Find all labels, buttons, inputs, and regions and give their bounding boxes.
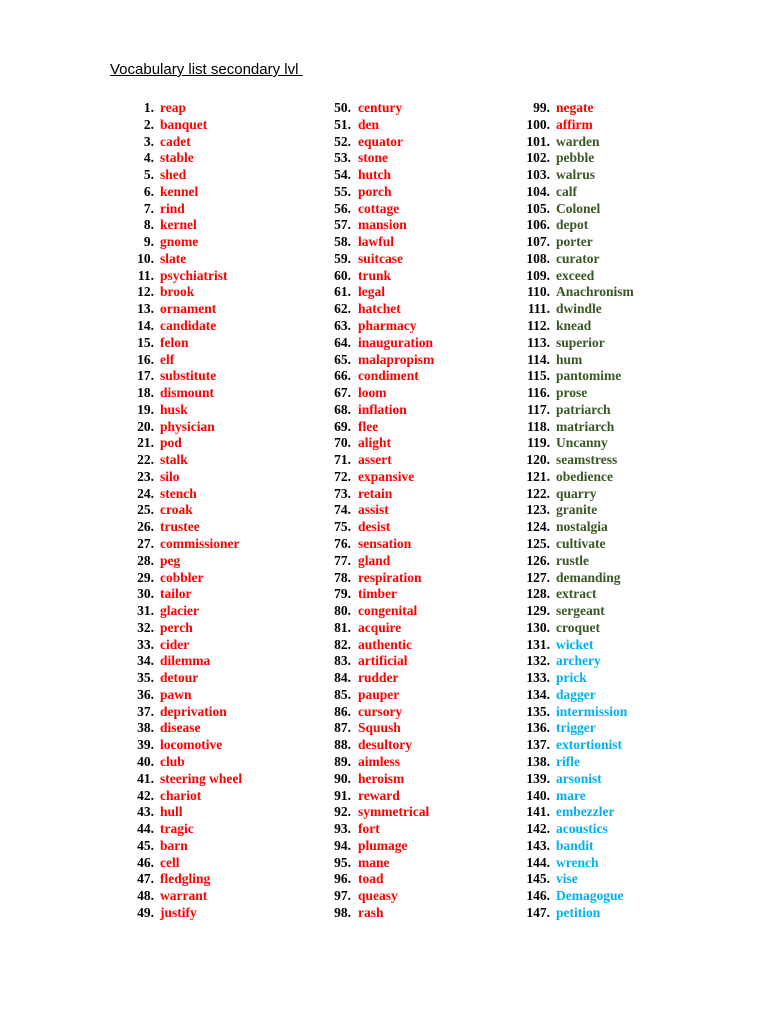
vocabulary-word: husk: [160, 401, 188, 417]
vocabulary-word: suitcase: [358, 250, 403, 266]
item-number: 145.: [526, 871, 550, 887]
vocabulary-word: physician: [160, 418, 215, 434]
vocabulary-word: hatchet: [358, 301, 401, 317]
item-number: 86.: [334, 703, 351, 719]
vocabulary-word: kernel: [160, 217, 197, 233]
item-number: 13.: [137, 301, 154, 317]
item-number: 49.: [137, 904, 154, 920]
vocabulary-word: flee: [358, 418, 379, 434]
item-number: 135.: [526, 703, 550, 719]
item-number: 72.: [334, 468, 351, 484]
item-number: 20.: [137, 418, 154, 434]
vocabulary-word: cell: [160, 854, 180, 870]
item-number: 107.: [526, 234, 550, 250]
vocabulary-word: pantomime: [556, 368, 622, 384]
vocabulary-word: assist: [358, 502, 389, 518]
vocabulary-word: psychiatrist: [160, 267, 228, 283]
vocabulary-word: timber: [358, 586, 397, 602]
vocabulary-word: superior: [556, 334, 605, 350]
item-number: 48.: [137, 888, 154, 904]
vocabulary-word: intermission: [556, 703, 628, 719]
vocabulary-word: heroism: [358, 770, 405, 786]
item-number: 40.: [137, 754, 154, 770]
vocabulary-word: acoustics: [556, 821, 608, 837]
vocabulary-word: sergeant: [556, 603, 605, 619]
item-number: 77.: [334, 552, 351, 568]
item-number: 125.: [526, 536, 550, 552]
vocabulary-word: condiment: [358, 368, 419, 384]
vocabulary-word: trunk: [358, 267, 392, 283]
vocabulary-word: exceed: [556, 267, 595, 283]
vocabulary-word: felon: [160, 334, 189, 350]
vocabulary-word: negate: [556, 100, 594, 115]
item-number: 104.: [526, 183, 550, 199]
item-number: 11.: [137, 267, 154, 283]
vocabulary-word: desultory: [358, 737, 412, 753]
vocabulary-word: brook: [160, 284, 195, 300]
vocabulary-word: commissioner: [160, 536, 240, 552]
vocabulary-word: rash: [358, 904, 384, 920]
vocabulary-word: disease: [160, 720, 201, 736]
vocabulary-word: mare: [556, 787, 586, 803]
item-number: 127.: [526, 569, 550, 585]
item-number: 25.: [137, 502, 154, 518]
vocabulary-word: reap: [160, 100, 186, 115]
vocabulary-word: queasy: [358, 888, 398, 904]
item-number: 23.: [137, 468, 154, 484]
item-number: 43.: [137, 804, 154, 820]
vocabulary-word: symmetrical: [358, 804, 430, 820]
vocabulary-word: steering wheel: [160, 770, 243, 786]
vocabulary-word: rifle: [556, 754, 580, 770]
item-number: 4.: [143, 150, 154, 166]
vocabulary-word: desist: [358, 519, 391, 535]
item-number: 21.: [137, 435, 154, 451]
vocabulary-word: walrus: [556, 167, 596, 183]
vocabulary-word: pauper: [358, 686, 400, 702]
vocabulary-word: dilemma: [160, 653, 211, 669]
item-number: 132.: [526, 653, 550, 669]
item-number: 99.: [533, 100, 550, 115]
vocabulary-word: nostalgia: [556, 519, 608, 535]
item-number: 98.: [334, 904, 351, 920]
vocabulary-word: artificial: [358, 653, 408, 669]
item-number: 122.: [526, 485, 550, 501]
vocabulary-word: substitute: [160, 368, 217, 384]
vocabulary-word: stone: [358, 150, 388, 166]
vocabulary-word: acquire: [358, 619, 402, 635]
vocabulary-word: stable: [160, 150, 194, 166]
vocabulary-word: hull: [160, 804, 183, 820]
vocabulary-word: tragic: [160, 821, 194, 837]
vocabulary-word: warrant: [160, 888, 208, 904]
item-number: 87.: [334, 720, 351, 736]
item-number: 146.: [526, 888, 550, 904]
vocabulary-word: club: [160, 754, 185, 770]
item-number: 38.: [137, 720, 154, 736]
vocabulary-word: tailor: [160, 586, 192, 602]
item-number: 142.: [526, 821, 550, 837]
vocabulary-word: cultivate: [556, 536, 606, 552]
vocabulary-word: vise: [556, 871, 578, 887]
item-number: 110.: [527, 284, 550, 300]
vocabulary-word: quarry: [556, 485, 597, 501]
item-number: 53.: [334, 150, 351, 166]
vocabulary-word: rustle: [556, 552, 589, 568]
vocabulary-word: banquet: [160, 116, 208, 132]
vocabulary-word: shed: [160, 167, 187, 183]
item-number: 31.: [137, 603, 154, 619]
item-number: 59.: [334, 250, 351, 266]
vocabulary-word: embezzler: [556, 804, 615, 820]
item-number: 2.: [143, 116, 154, 132]
item-number: 58.: [334, 234, 351, 250]
item-number: 124.: [526, 519, 550, 535]
item-number: 143.: [526, 837, 550, 853]
vocabulary-word: gnome: [160, 234, 199, 250]
vocabulary-word: pawn: [160, 686, 192, 702]
vocabulary-word: mansion: [358, 217, 407, 233]
item-number: 51.: [334, 116, 351, 132]
item-number: 74.: [334, 502, 351, 518]
item-number: 14.: [137, 318, 154, 333]
item-number: 93.: [334, 821, 351, 837]
item-number: 114.: [527, 351, 550, 367]
vocabulary-word: aimless: [358, 754, 400, 770]
vocabulary-word: cottage: [358, 200, 400, 216]
item-number: 83.: [334, 653, 351, 669]
item-number: 62.: [334, 301, 351, 317]
item-number: 7.: [143, 200, 154, 216]
item-number: 96.: [334, 871, 351, 887]
item-number: 129.: [526, 603, 550, 619]
item-number: 28.: [137, 552, 154, 568]
vocabulary-word: obedience: [556, 468, 613, 484]
vocabulary-word: Anachronism: [556, 284, 634, 300]
vocabulary-word: inauguration: [358, 334, 434, 350]
item-number: 12.: [137, 284, 154, 300]
vocabulary-word: knead: [556, 318, 592, 333]
item-number: 91.: [334, 787, 351, 803]
item-number: 118.: [527, 418, 550, 434]
vocabulary-word: cadet: [160, 133, 191, 149]
item-number: 33.: [137, 636, 154, 652]
vocabulary-word: perch: [160, 619, 193, 635]
vocabulary-word: peg: [160, 552, 181, 568]
item-number: 32.: [137, 619, 154, 635]
item-number: 130.: [526, 619, 550, 635]
vocabulary-word: seamstress: [556, 452, 618, 468]
vocabulary-word: Uncanny: [556, 435, 608, 451]
item-number: 22.: [137, 452, 154, 468]
item-number: 126.: [526, 552, 550, 568]
item-number: 73.: [334, 485, 351, 501]
vocabulary-word: inflation: [358, 401, 407, 417]
item-number: 45.: [137, 837, 154, 853]
item-number: 80.: [334, 603, 351, 619]
page-title: Vocabulary list secondary lvl: [110, 61, 303, 78]
item-number: 116.: [527, 385, 550, 401]
vocabulary-word: equator: [358, 133, 403, 149]
item-number: 55.: [334, 183, 351, 199]
item-number: 109.: [526, 267, 550, 283]
vocabulary-word: extortionist: [556, 737, 622, 753]
item-number: 133.: [526, 670, 550, 686]
item-number: 24.: [137, 485, 154, 501]
item-number: 63.: [334, 318, 351, 333]
item-number: 67.: [334, 385, 351, 401]
vocabulary-word: wicket: [556, 636, 594, 652]
item-number: 41.: [137, 770, 154, 786]
vocabulary-word: gland: [358, 552, 391, 568]
vocabulary-word: curator: [556, 250, 600, 266]
vocabulary-word: fledgling: [160, 871, 211, 887]
item-number: 101.: [526, 133, 550, 149]
vocabulary-word: rudder: [358, 670, 399, 686]
vocabulary-word: glacier: [160, 603, 199, 619]
vocabulary-word: cobbler: [160, 569, 204, 585]
item-number: 1.: [143, 100, 154, 115]
vocabulary-word: lawful: [358, 234, 395, 250]
vocabulary-word: petition: [556, 904, 601, 920]
item-number: 102.: [526, 150, 550, 166]
item-number: 115.: [527, 368, 550, 384]
vocabulary-word: hum: [556, 351, 583, 367]
item-number: 68.: [334, 401, 351, 417]
vocabulary-word: cider: [160, 636, 190, 652]
vocabulary-word: barn: [160, 837, 188, 853]
item-number: 19.: [137, 401, 154, 417]
item-number: 81.: [334, 619, 351, 635]
vocabulary-word: plumage: [358, 837, 408, 853]
vocabulary-word: locomotive: [160, 737, 223, 753]
item-number: 35.: [137, 670, 154, 686]
item-number: 136.: [526, 720, 550, 736]
vocabulary-word: sensation: [358, 536, 412, 552]
vocabulary-word: mane: [358, 854, 390, 870]
vocabulary-word: den: [358, 116, 380, 132]
item-number: 37.: [137, 703, 154, 719]
item-number: 94.: [334, 837, 351, 853]
item-number: 46.: [137, 854, 154, 870]
vocabulary-word: stalk: [160, 452, 188, 468]
item-number: 47.: [137, 871, 154, 887]
item-number: 100.: [526, 116, 550, 132]
vocabulary-word: granite: [556, 502, 598, 518]
vocabulary-word: archery: [556, 653, 601, 669]
item-number: 112.: [527, 318, 550, 333]
item-number: 140.: [526, 787, 550, 803]
item-number: 65.: [334, 351, 351, 367]
vocabulary-word: affirm: [556, 116, 593, 132]
vocabulary-word: croquet: [556, 619, 600, 635]
item-number: 75.: [334, 519, 351, 535]
item-number: 9.: [143, 234, 154, 250]
item-number: 8.: [143, 217, 154, 233]
vocabulary-word: stench: [160, 485, 197, 501]
item-number: 123.: [526, 502, 550, 518]
vocabulary-word: ornament: [160, 301, 217, 317]
item-number: 16.: [137, 351, 154, 367]
item-number: 113.: [527, 334, 550, 350]
item-number: 138.: [526, 754, 550, 770]
vocabulary-word: trigger: [556, 720, 596, 736]
vocabulary-word: fort: [358, 821, 380, 837]
vocabulary-word: kennel: [160, 183, 199, 199]
vocabulary-word: prose: [556, 385, 588, 401]
item-number: 106.: [526, 217, 550, 233]
vocabulary-word: warden: [556, 133, 600, 149]
vocabulary-word: congenital: [358, 603, 418, 619]
item-number: 71.: [334, 452, 351, 468]
vocabulary-word: silo: [160, 468, 180, 484]
item-number: 42.: [137, 787, 154, 803]
item-number: 54.: [334, 167, 351, 183]
item-number: 36.: [137, 686, 154, 702]
vocabulary-word: authentic: [358, 636, 412, 652]
item-number: 52.: [334, 133, 351, 149]
item-number: 119.: [527, 435, 550, 451]
item-number: 17.: [137, 368, 154, 384]
item-number: 85.: [334, 686, 351, 702]
vocabulary-word: century: [358, 100, 403, 115]
item-number: 137.: [526, 737, 550, 753]
vocabulary-word: extract: [556, 586, 597, 602]
item-number: 29.: [137, 569, 154, 585]
vocabulary-word: dismount: [160, 385, 215, 401]
vocabulary-word: chariot: [160, 787, 202, 803]
vocabulary-word: prick: [556, 670, 587, 686]
item-number: 34.: [137, 653, 154, 669]
item-number: 121.: [526, 468, 550, 484]
vocabulary-word: rind: [160, 200, 185, 216]
item-number: 108.: [526, 250, 550, 266]
item-number: 56.: [334, 200, 351, 216]
item-number: 92.: [334, 804, 351, 820]
item-number: 84.: [334, 670, 351, 686]
vocabulary-word: matriarch: [556, 418, 615, 434]
vocabulary-word: elf: [160, 351, 175, 367]
item-number: 79.: [334, 586, 351, 602]
item-number: 66.: [334, 368, 351, 384]
vocabulary-word: retain: [358, 485, 393, 501]
item-number: 103.: [526, 167, 550, 183]
vocabulary-word: toad: [358, 871, 384, 887]
item-number: 30.: [137, 586, 154, 602]
item-number: 39.: [137, 737, 154, 753]
item-number: 61.: [334, 284, 351, 300]
vocabulary-word: hutch: [358, 167, 392, 183]
vocabulary-word: Squush: [358, 720, 401, 736]
vocabulary-word: alight: [358, 435, 392, 451]
vocabulary-word: cursory: [358, 703, 403, 719]
vocabulary-word: expansive: [358, 468, 415, 484]
vocabulary-word: bandit: [556, 837, 594, 853]
vocabulary-word: assert: [358, 452, 392, 468]
item-number: 78.: [334, 569, 351, 585]
item-number: 18.: [137, 385, 154, 401]
item-number: 131.: [526, 636, 550, 652]
vocabulary-word: arsonist: [556, 770, 602, 786]
vocabulary-word: dwindle: [556, 301, 602, 317]
item-number: 111.: [527, 301, 550, 317]
item-number: 90.: [334, 770, 351, 786]
vocabulary-word: deprivation: [160, 703, 227, 719]
item-number: 70.: [334, 435, 351, 451]
vocabulary-word: Demagogue: [556, 888, 624, 904]
item-number: 134.: [526, 686, 550, 702]
vocabulary-word: detour: [160, 670, 199, 686]
item-number: 97.: [334, 888, 351, 904]
vocabulary-word: porch: [358, 183, 392, 199]
vocabulary-word: slate: [160, 250, 187, 266]
vocabulary-word: trustee: [160, 519, 200, 535]
item-number: 89.: [334, 754, 351, 770]
item-number: 117.: [527, 401, 550, 417]
vocabulary-word: porter: [556, 234, 593, 250]
item-number: 10.: [137, 250, 154, 266]
item-number: 128.: [526, 586, 550, 602]
item-number: 50.: [334, 100, 351, 115]
item-number: 82.: [334, 636, 351, 652]
vocabulary-word: wrench: [556, 854, 599, 870]
vocabulary-word: calf: [556, 183, 577, 199]
vocabulary-word: malapropism: [358, 351, 435, 367]
item-number: 95.: [334, 854, 351, 870]
vocabulary-word: reward: [358, 787, 400, 803]
item-number: 144.: [526, 854, 550, 870]
vocabulary-word: respiration: [358, 569, 422, 585]
vocabulary-word: croak: [160, 502, 193, 518]
vocabulary-word: loom: [358, 385, 387, 401]
item-number: 139.: [526, 770, 550, 786]
item-number: 26.: [137, 519, 154, 535]
item-number: 64.: [334, 334, 351, 350]
item-number: 147.: [526, 904, 550, 920]
vocabulary-word: candidate: [160, 318, 217, 333]
vocabulary-word: patriarch: [556, 401, 611, 417]
item-number: 120.: [526, 452, 550, 468]
vocabulary-word: pod: [160, 435, 182, 451]
item-number: 44.: [137, 821, 154, 837]
vocabulary-word: legal: [358, 284, 385, 300]
item-number: 5.: [143, 167, 154, 183]
item-number: 69.: [334, 418, 351, 434]
vocabulary-word: Colonel: [556, 200, 601, 216]
item-number: 76.: [334, 536, 351, 552]
item-number: 141.: [526, 804, 550, 820]
item-number: 6.: [143, 183, 154, 199]
vocabulary-word: justify: [160, 904, 197, 920]
vocabulary-word: dagger: [556, 686, 596, 702]
vocabulary-word: demanding: [556, 569, 621, 585]
vocabulary-word: pharmacy: [358, 318, 417, 333]
item-number: 15.: [137, 334, 154, 350]
item-number: 88.: [334, 737, 351, 753]
vocabulary-word: pebble: [556, 150, 595, 166]
vocabulary-word: depot: [556, 217, 589, 233]
item-number: 60.: [334, 267, 351, 283]
item-number: 105.: [526, 200, 550, 216]
item-number: 57.: [334, 217, 351, 233]
item-number: 27.: [137, 536, 154, 552]
item-number: 3.: [143, 133, 154, 149]
